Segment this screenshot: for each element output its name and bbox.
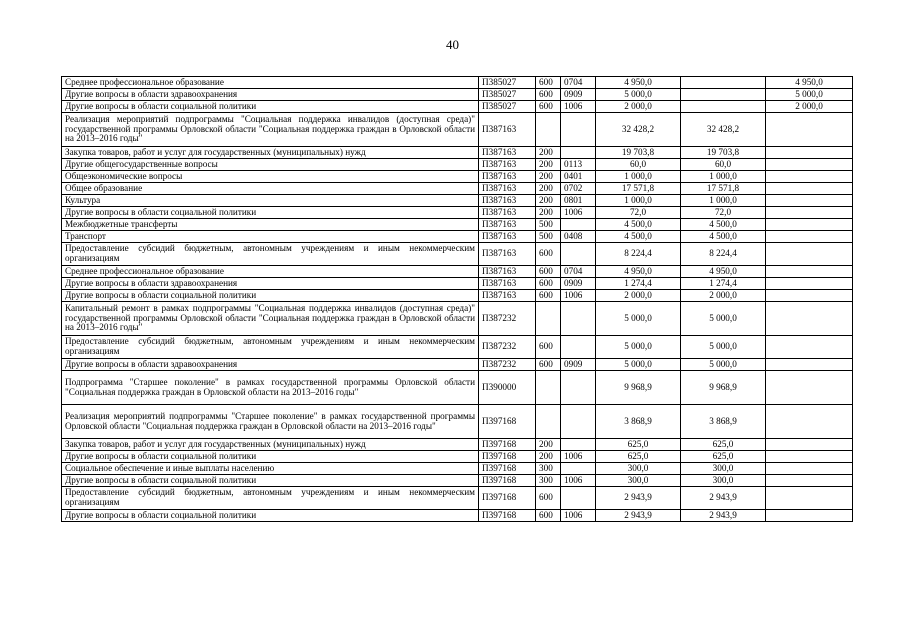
table-row xyxy=(62,336,853,359)
row-section: 1006 xyxy=(561,290,596,302)
row-code: П387232 xyxy=(479,302,536,336)
row-code: П387163 xyxy=(479,183,536,195)
row-name: Другие вопросы в области социальной политики xyxy=(62,510,479,522)
row-section: 1006 xyxy=(561,510,596,522)
row-name: Среднее профессиональное образование xyxy=(62,77,479,89)
row-code: П387163 xyxy=(479,266,536,278)
row-code: П397168 xyxy=(479,451,536,463)
row-total: 1 000,0 xyxy=(596,171,681,183)
row-total: 4 500,0 xyxy=(596,219,681,231)
row-section: 1006 xyxy=(561,207,596,219)
row-expense-type: 200 xyxy=(536,439,561,451)
row-expense-type: 200 xyxy=(536,451,561,463)
row-code: П387163 xyxy=(479,113,536,147)
row-total: 4 950,0 xyxy=(596,77,681,89)
row-amount-a: 17 571,8 xyxy=(681,183,766,195)
row-code: П387163 xyxy=(479,219,536,231)
row-section: 0704 xyxy=(561,77,596,89)
row-code: П387163 xyxy=(479,195,536,207)
row-code: П387163 xyxy=(479,278,536,290)
row-total: 3 868,9 xyxy=(596,405,681,439)
row-section xyxy=(561,371,596,405)
row-total: 5 000,0 xyxy=(596,89,681,101)
row-amount-a xyxy=(681,89,766,101)
row-total: 4 950,0 xyxy=(596,266,681,278)
table-row xyxy=(62,231,853,243)
row-amount-b xyxy=(766,463,853,475)
row-total: 5 000,0 xyxy=(596,359,681,371)
row-name: Другие вопросы в области социальной политики xyxy=(62,207,479,219)
row-code: П397168 xyxy=(479,405,536,439)
row-expense-type: 200 xyxy=(536,207,561,219)
table-row xyxy=(62,89,853,101)
row-name: Другие вопросы в области здравоохранения xyxy=(62,89,479,101)
row-code: П387232 xyxy=(479,336,536,359)
table-row xyxy=(62,77,853,89)
row-amount-b xyxy=(766,278,853,290)
row-code: П387163 xyxy=(479,159,536,171)
row-amount-a xyxy=(681,77,766,89)
row-section: 0909 xyxy=(561,89,596,101)
row-amount-b xyxy=(766,290,853,302)
row-section: 0801 xyxy=(561,195,596,207)
row-code: П397168 xyxy=(479,475,536,487)
row-total: 2 000,0 xyxy=(596,101,681,113)
row-amount-b xyxy=(766,371,853,405)
row-name: Реализация мероприятий подпрограммы "Старшее поколение" в рамках государственной программы Орловской области "Социальная поддержка граждан в Орловской области на 2013–2016 годы" xyxy=(62,405,479,439)
row-code: П390000 xyxy=(479,371,536,405)
row-expense-type: 600 xyxy=(536,89,561,101)
table-row xyxy=(62,171,853,183)
row-expense-type: 300 xyxy=(536,463,561,475)
row-total: 4 500,0 xyxy=(596,231,681,243)
row-section xyxy=(561,113,596,147)
row-amount-b xyxy=(766,336,853,359)
row-amount-a: 60,0 xyxy=(681,159,766,171)
row-amount-a: 3 868,9 xyxy=(681,405,766,439)
table-row xyxy=(62,451,853,463)
row-section xyxy=(561,302,596,336)
row-amount-b xyxy=(766,195,853,207)
row-amount-b: 4 950,0 xyxy=(766,77,853,89)
table-row xyxy=(62,278,853,290)
row-expense-type: 200 xyxy=(536,147,561,159)
row-section xyxy=(561,439,596,451)
row-amount-b xyxy=(766,439,853,451)
row-total: 5 000,0 xyxy=(596,336,681,359)
row-amount-b xyxy=(766,359,853,371)
table-row xyxy=(62,147,853,159)
row-amount-b xyxy=(766,510,853,522)
row-amount-b: 5 000,0 xyxy=(766,89,853,101)
row-section: 1006 xyxy=(561,475,596,487)
row-code: П387163 xyxy=(479,290,536,302)
row-amount-b xyxy=(766,159,853,171)
row-amount-a: 4 500,0 xyxy=(681,219,766,231)
row-expense-type: 200 xyxy=(536,171,561,183)
row-code: П387163 xyxy=(479,231,536,243)
row-total: 1 000,0 xyxy=(596,195,681,207)
row-amount-a: 5 000,0 xyxy=(681,359,766,371)
row-name: Закупка товаров, работ и услуг для государственных (муниципальных) нужд xyxy=(62,439,479,451)
row-amount-a: 4 950,0 xyxy=(681,266,766,278)
row-section: 0401 xyxy=(561,171,596,183)
row-code: П385027 xyxy=(479,77,536,89)
row-code: П387163 xyxy=(479,147,536,159)
table-row xyxy=(62,290,853,302)
row-expense-type: 600 xyxy=(536,77,561,89)
row-amount-b xyxy=(766,487,853,510)
row-section: 1006 xyxy=(561,451,596,463)
row-total: 72,0 xyxy=(596,207,681,219)
row-expense-type: 200 xyxy=(536,159,561,171)
row-amount-a: 1 274,4 xyxy=(681,278,766,290)
row-total: 2 000,0 xyxy=(596,290,681,302)
row-total: 625,0 xyxy=(596,451,681,463)
row-code: П385027 xyxy=(479,89,536,101)
row-expense-type: 600 xyxy=(536,510,561,522)
row-expense-type xyxy=(536,405,561,439)
row-name: Общеэкономические вопросы xyxy=(62,171,479,183)
row-amount-a: 2 000,0 xyxy=(681,290,766,302)
row-section xyxy=(561,463,596,475)
table-row xyxy=(62,439,853,451)
row-name: Реализация мероприятий подпрограммы "Социальная поддержка инвалидов (доступная среда)" государственной программы Орловской области "Социальная поддержка граждан в Орловской области на 2013–2016 годы" xyxy=(62,113,479,147)
row-expense-type: 200 xyxy=(536,195,561,207)
row-amount-b xyxy=(766,475,853,487)
row-name: Межбюджетные трансферты xyxy=(62,219,479,231)
row-amount-b xyxy=(766,302,853,336)
row-section xyxy=(561,219,596,231)
row-name: Подпрограмма "Старшее поколение" в рамках государственной программы Орловской области "Социальная поддержка граждан в Орловской области на 2013–2016 годы" xyxy=(62,371,479,405)
row-name: Другие вопросы в области здравоохранения xyxy=(62,359,479,371)
row-code: П397168 xyxy=(479,510,536,522)
row-code: П387163 xyxy=(479,171,536,183)
row-section: 0408 xyxy=(561,231,596,243)
row-code: П397168 xyxy=(479,439,536,451)
table-row xyxy=(62,302,853,336)
row-name: Культура xyxy=(62,195,479,207)
row-name: Предоставление субсидий бюджетным, автономным учреждениям и иным некоммерческим организациям xyxy=(62,487,479,510)
table-row xyxy=(62,359,853,371)
row-amount-a xyxy=(681,101,766,113)
row-amount-a: 19 703,8 xyxy=(681,147,766,159)
row-expense-type: 600 xyxy=(536,359,561,371)
row-section: 1006 xyxy=(561,101,596,113)
row-expense-type: 200 xyxy=(536,183,561,195)
table-row xyxy=(62,195,853,207)
row-amount-b xyxy=(766,207,853,219)
row-name: Транспорт xyxy=(62,231,479,243)
row-code: П387232 xyxy=(479,359,536,371)
row-amount-a: 5 000,0 xyxy=(681,336,766,359)
row-name: Другие вопросы в области социальной политики xyxy=(62,290,479,302)
table-row xyxy=(62,113,853,147)
row-section: 0909 xyxy=(561,359,596,371)
row-amount-b xyxy=(766,451,853,463)
table-row xyxy=(62,510,853,522)
row-section: 0704 xyxy=(561,266,596,278)
row-expense-type: 600 xyxy=(536,266,561,278)
table-row xyxy=(62,371,853,405)
row-code: П387163 xyxy=(479,207,536,219)
row-total: 32 428,2 xyxy=(596,113,681,147)
table-row xyxy=(62,101,853,113)
row-total: 17 571,8 xyxy=(596,183,681,195)
row-amount-b xyxy=(766,231,853,243)
row-name: Другие общегосударственные вопросы xyxy=(62,159,479,171)
row-expense-type: 600 xyxy=(536,487,561,510)
row-code: П385027 xyxy=(479,101,536,113)
row-amount-a: 2 943,9 xyxy=(681,510,766,522)
row-total: 300,0 xyxy=(596,463,681,475)
row-name: Другие вопросы в области здравоохранения xyxy=(62,278,479,290)
row-total: 60,0 xyxy=(596,159,681,171)
row-expense-type xyxy=(536,302,561,336)
row-total: 8 224,4 xyxy=(596,243,681,266)
budget-table-body xyxy=(62,77,853,522)
row-amount-b: 2 000,0 xyxy=(766,101,853,113)
row-expense-type: 600 xyxy=(536,101,561,113)
row-amount-a: 1 000,0 xyxy=(681,171,766,183)
row-name: Предоставление субсидий бюджетным, автономным учреждениям и иным некоммерческим организациям xyxy=(62,336,479,359)
row-expense-type: 600 xyxy=(536,336,561,359)
row-expense-type: 600 xyxy=(536,290,561,302)
row-total: 5 000,0 xyxy=(596,302,681,336)
row-amount-a: 5 000,0 xyxy=(681,302,766,336)
row-amount-a: 2 943,9 xyxy=(681,487,766,510)
page-number: 40 xyxy=(446,37,459,52)
row-name: Социальное обеспечение и иные выплаты населению xyxy=(62,463,479,475)
row-amount-b xyxy=(766,183,853,195)
row-section xyxy=(561,243,596,266)
row-expense-type xyxy=(536,113,561,147)
table-row xyxy=(62,475,853,487)
row-amount-a: 300,0 xyxy=(681,463,766,475)
row-amount-a: 72,0 xyxy=(681,207,766,219)
table-row xyxy=(62,463,853,475)
row-section: 0702 xyxy=(561,183,596,195)
row-name: Среднее профессиональное образование xyxy=(62,266,479,278)
row-amount-a: 9 968,9 xyxy=(681,371,766,405)
row-name: Предоставление субсидий бюджетным, автономным учреждениям и иным некоммерческим организациям xyxy=(62,243,479,266)
row-amount-b xyxy=(766,219,853,231)
table-row xyxy=(62,159,853,171)
row-amount-b xyxy=(766,266,853,278)
row-amount-a: 32 428,2 xyxy=(681,113,766,147)
row-expense-type: 300 xyxy=(536,475,561,487)
row-amount-b xyxy=(766,113,853,147)
row-amount-b xyxy=(766,171,853,183)
row-section: 0909 xyxy=(561,278,596,290)
row-amount-a: 625,0 xyxy=(681,439,766,451)
table-row xyxy=(62,405,853,439)
row-name: Другие вопросы в области социальной политики xyxy=(62,475,479,487)
row-amount-a: 4 500,0 xyxy=(681,231,766,243)
row-expense-type: 500 xyxy=(536,231,561,243)
row-name: Общее образование xyxy=(62,183,479,195)
row-total: 2 943,9 xyxy=(596,487,681,510)
table-row xyxy=(62,266,853,278)
row-name: Закупка товаров, работ и услуг для государственных (муниципальных) нужд xyxy=(62,147,479,159)
row-expense-type: 500 xyxy=(536,219,561,231)
row-name: Капитальный ремонт в рамках подпрограммы "Социальная поддержка инвалидов (доступная среда)" государственной программы Орловской области "Социальная поддержка граждан в Орловской области на 2013–2016 годы" xyxy=(62,302,479,336)
row-total: 300,0 xyxy=(596,475,681,487)
table-row xyxy=(62,243,853,266)
row-section xyxy=(561,405,596,439)
table-row xyxy=(62,207,853,219)
budget-table xyxy=(61,76,853,522)
row-section xyxy=(561,147,596,159)
row-section xyxy=(561,336,596,359)
row-section xyxy=(561,487,596,510)
row-name: Другие вопросы в области социальной политики xyxy=(62,451,479,463)
row-section: 0113 xyxy=(561,159,596,171)
row-code: П397168 xyxy=(479,463,536,475)
table-row xyxy=(62,183,853,195)
row-total: 2 943,9 xyxy=(596,510,681,522)
row-code: П397168 xyxy=(479,487,536,510)
row-total: 1 274,4 xyxy=(596,278,681,290)
row-amount-a: 1 000,0 xyxy=(681,195,766,207)
row-code: П387163 xyxy=(479,243,536,266)
row-expense-type xyxy=(536,371,561,405)
row-expense-type: 600 xyxy=(536,243,561,266)
row-amount-b xyxy=(766,147,853,159)
table-row xyxy=(62,487,853,510)
row-amount-a: 625,0 xyxy=(681,451,766,463)
row-amount-a: 8 224,4 xyxy=(681,243,766,266)
row-amount-b xyxy=(766,405,853,439)
row-amount-b xyxy=(766,243,853,266)
row-name: Другие вопросы в области социальной политики xyxy=(62,101,479,113)
table-row xyxy=(62,219,853,231)
row-total: 9 968,9 xyxy=(596,371,681,405)
row-total: 19 703,8 xyxy=(596,147,681,159)
row-amount-a: 300,0 xyxy=(681,475,766,487)
row-total: 625,0 xyxy=(596,439,681,451)
row-expense-type: 600 xyxy=(536,278,561,290)
